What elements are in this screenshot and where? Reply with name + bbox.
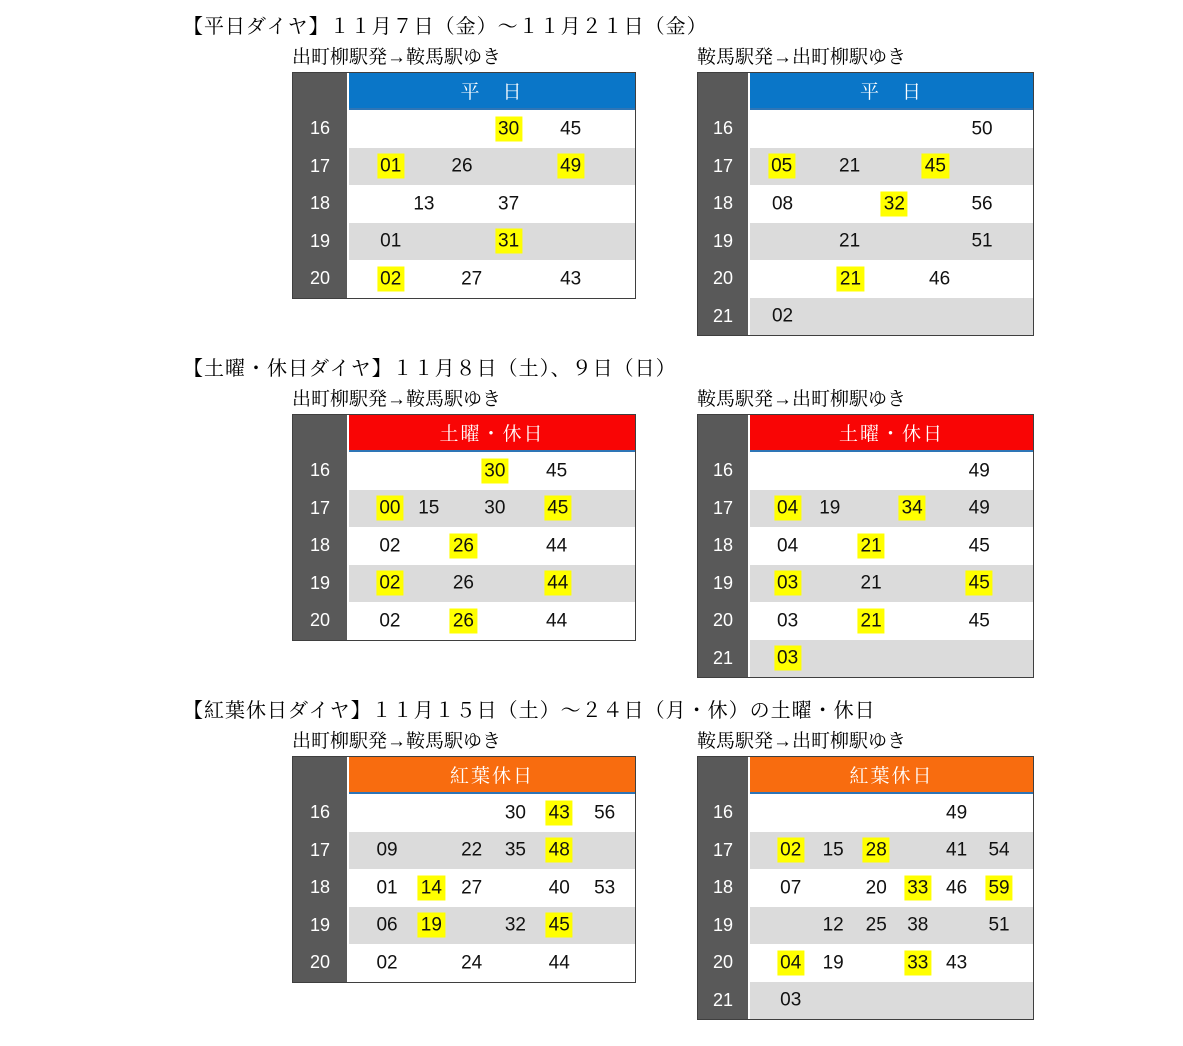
minute-value: 26 (452, 572, 474, 594)
minute-value-highlighted: 33 (904, 950, 931, 975)
minute-value: 53 (594, 877, 616, 899)
minute-value-highlighted: 00 (376, 496, 403, 521)
minute-value: 02 (376, 952, 398, 974)
hour-label: 21 (712, 647, 734, 668)
hour-label: 17 (712, 155, 734, 176)
timetable-saturday-inbound (697, 414, 1034, 678)
timetable-momiji-outbound (292, 756, 636, 983)
minute-value-highlighted: 02 (376, 571, 403, 596)
section-title: 【土曜・休日ダイヤ】１１月８日（土）、９日（日） (183, 358, 677, 380)
minute-value-highlighted: 14 (418, 875, 445, 900)
hour-column (698, 757, 750, 1019)
minute-value-highlighted: 19 (418, 913, 445, 938)
hour-label: 19 (712, 914, 734, 935)
table-subtitle: 鞍馬駅発→出町柳駅ゆき (697, 47, 907, 68)
minute-value: 43 (946, 952, 968, 974)
hour-label: 16 (712, 118, 734, 139)
hour-label: 18 (712, 535, 734, 556)
timetable-row (750, 223, 1033, 261)
minute-value: 30 (504, 802, 527, 824)
minute-value: 02 (379, 535, 401, 557)
hour-label: 17 (712, 497, 734, 518)
minute-value-highlighted: 49 (557, 154, 584, 179)
minute-value: 09 (376, 839, 398, 861)
hour-label: 16 (309, 118, 331, 139)
minute-value: 35 (504, 839, 527, 861)
hour-label: 19 (712, 572, 734, 593)
timetable-row (750, 907, 1033, 945)
minute-value: 46 (946, 877, 968, 899)
minute-value-highlighted: 59 (985, 875, 1012, 900)
minute-value-highlighted: 45 (966, 571, 993, 596)
timetable-row (349, 452, 635, 490)
hour-label: 18 (712, 877, 734, 898)
timetable-row (750, 944, 1033, 982)
minute-value-highlighted: 32 (881, 191, 908, 216)
timetable-row (750, 148, 1033, 186)
hour-column-header-spacer (698, 757, 748, 794)
minute-value: 25 (865, 914, 887, 936)
minute-value: 44 (546, 610, 568, 632)
minute-value: 21 (860, 572, 882, 594)
timetable-row (349, 869, 635, 907)
timetable-row (750, 640, 1033, 678)
minute-value: 45 (560, 118, 582, 140)
minute-value: 20 (865, 877, 887, 899)
minute-value-highlighted: 26 (450, 608, 477, 633)
day-type-header: 土曜・休日 (750, 415, 1033, 452)
section-weekday (0, 0, 1183, 336)
day-type-header: 土曜・休日 (349, 415, 635, 452)
minute-value-highlighted: 04 (777, 950, 804, 975)
outbound-column (292, 730, 636, 983)
hour-label: 19 (309, 230, 331, 251)
table-subtitle: 鞍馬駅発→出町柳駅ゆき (697, 389, 907, 410)
minute-value: 02 (379, 610, 401, 632)
hour-label: 16 (309, 802, 331, 823)
timetable-row (349, 602, 635, 640)
table-pair (292, 388, 1183, 678)
outbound-column (292, 388, 636, 641)
timetable-row (750, 832, 1033, 870)
minute-value: 37 (498, 193, 520, 215)
minute-value-highlighted: 44 (544, 571, 571, 596)
hour-label: 16 (712, 460, 734, 481)
hour-label: 18 (309, 535, 331, 556)
table-subtitle: 鞍馬駅発→出町柳駅ゆき (697, 731, 907, 752)
minutes-area (349, 757, 635, 982)
minute-value: 45 (968, 610, 990, 632)
minute-value-highlighted: 34 (899, 496, 926, 521)
minute-value-highlighted: 03 (774, 571, 801, 596)
section-saturday-holiday (0, 356, 1183, 678)
day-type-header: 紅葉休日 (750, 757, 1033, 794)
table-subtitle: 出町柳駅発→鞍馬駅ゆき (292, 47, 502, 68)
hour-label: 21 (712, 989, 734, 1010)
hour-label: 20 (309, 952, 331, 973)
minute-value: 54 (988, 839, 1010, 861)
minutes-area (750, 73, 1033, 335)
timetable-row (750, 527, 1033, 565)
hour-label: 18 (309, 877, 331, 898)
minutes-area (750, 415, 1033, 677)
minute-value-highlighted: 43 (546, 800, 573, 825)
section-momiji-holiday (0, 698, 1183, 1020)
minute-value: 07 (780, 877, 802, 899)
hour-column-header-spacer (293, 415, 347, 452)
hour-label: 17 (309, 839, 331, 860)
minute-value: 41 (946, 839, 968, 861)
minute-value: 56 (594, 802, 616, 824)
hour-label: 18 (309, 193, 331, 214)
hour-column-header-spacer (293, 73, 347, 110)
timetable-row (349, 185, 635, 223)
hour-label: 16 (712, 802, 734, 823)
minute-value-highlighted: 30 (495, 116, 522, 141)
minute-value: 19 (822, 952, 844, 974)
timetable-row (349, 832, 635, 870)
minute-value: 27 (461, 268, 483, 290)
timetable-row (349, 794, 635, 832)
minutes-area (750, 757, 1033, 1019)
minute-value: 15 (418, 497, 440, 519)
table-subtitle: 出町柳駅発→鞍馬駅ゆき (292, 731, 502, 752)
timetable-row (349, 527, 635, 565)
minute-value-highlighted: 48 (546, 838, 573, 863)
hour-label: 18 (712, 193, 734, 214)
hour-column (293, 73, 349, 298)
minute-value-highlighted: 31 (495, 229, 522, 254)
inbound-column (697, 730, 1034, 1020)
minute-value-highlighted: 03 (774, 646, 801, 671)
table-pair (292, 730, 1183, 1020)
timetable-row (750, 982, 1033, 1020)
minute-value: 06 (376, 914, 398, 936)
minute-value: 51 (988, 914, 1010, 936)
minute-value: 19 (819, 497, 841, 519)
day-type-header: 平 日 (349, 73, 635, 110)
minute-value-highlighted: 05 (768, 154, 795, 179)
hour-column (698, 415, 750, 677)
minute-value: 24 (461, 952, 483, 974)
minute-value: 03 (780, 989, 802, 1011)
minute-value-highlighted: 21 (858, 608, 885, 633)
timetable-row (349, 944, 635, 982)
minute-value: 49 (968, 460, 990, 482)
minute-value: 56 (971, 193, 993, 215)
minute-value: 02 (771, 305, 794, 327)
timetable-row (349, 223, 635, 261)
timetable-row (750, 298, 1033, 336)
minute-value: 40 (548, 877, 570, 899)
hour-column (293, 415, 349, 640)
timetable-row (750, 110, 1033, 148)
minute-value: 08 (771, 193, 794, 215)
minute-value: 49 (946, 802, 968, 824)
timetable-weekday-inbound (697, 72, 1034, 336)
minute-value-highlighted: 45 (922, 154, 949, 179)
timetable-row (349, 565, 635, 603)
section-title: 【平日ダイヤ】１１月７日（金）～１１月２１日（金） (183, 16, 708, 38)
minute-value-highlighted: 01 (377, 154, 404, 179)
minute-value-highlighted: 21 (858, 533, 885, 558)
timetable-row (750, 794, 1033, 832)
timetable-row (349, 260, 635, 298)
minute-value: 44 (546, 535, 568, 557)
minute-value: 44 (548, 952, 570, 974)
timetable-row (349, 148, 635, 186)
hour-column (293, 757, 349, 982)
hour-label: 17 (309, 155, 331, 176)
minute-value: 12 (822, 914, 844, 936)
timetable-momiji-inbound (697, 756, 1034, 1020)
minute-value: 43 (560, 268, 582, 290)
timetable-weekday-outbound (292, 72, 636, 299)
minute-value: 50 (971, 118, 993, 140)
minute-value: 01 (376, 877, 398, 899)
minute-value: 21 (839, 155, 861, 177)
minute-value: 45 (546, 460, 568, 482)
hour-column-header-spacer (698, 415, 748, 452)
minute-value: 26 (451, 155, 473, 177)
day-type-header: 平 日 (750, 73, 1033, 110)
day-type-header: 紅葉休日 (349, 757, 635, 794)
timetable-row (349, 490, 635, 528)
timetable-row (750, 565, 1033, 603)
table-subtitle: 出町柳駅発→鞍馬駅ゆき (292, 389, 502, 410)
minute-value: 32 (504, 914, 527, 936)
minute-value: 21 (839, 230, 861, 252)
minute-value: 27 (461, 877, 483, 899)
hour-label: 20 (712, 952, 734, 973)
timetable-row (750, 602, 1033, 640)
outbound-column (292, 46, 636, 299)
timetable-row (750, 869, 1033, 907)
minute-value-highlighted: 45 (546, 913, 573, 938)
hour-label: 19 (309, 572, 331, 593)
minute-value: 38 (907, 914, 929, 936)
hour-column-header-spacer (698, 73, 748, 110)
minute-value-highlighted: 02 (777, 838, 804, 863)
minute-value-highlighted: 28 (863, 838, 890, 863)
minute-value: 49 (968, 497, 990, 519)
minute-value: 45 (968, 535, 990, 557)
minute-value-highlighted: 33 (904, 875, 931, 900)
timetable-row (750, 490, 1033, 528)
hour-label: 19 (309, 914, 331, 935)
minute-value-highlighted: 02 (377, 266, 404, 291)
section-title: 【紅葉休日ダイヤ】１１月１５日（土）～２４日（月・休）の土曜・休日 (183, 700, 876, 722)
minute-value-highlighted: 26 (450, 533, 477, 558)
timetable-row (750, 452, 1033, 490)
hour-label: 20 (712, 610, 734, 631)
minute-value: 46 (929, 268, 951, 290)
hour-label: 16 (309, 460, 331, 481)
hour-label: 21 (712, 305, 734, 326)
hour-label: 19 (712, 230, 734, 251)
hour-label: 20 (309, 268, 331, 289)
minute-value: 03 (777, 610, 799, 632)
hour-column (698, 73, 750, 335)
minutes-area (349, 415, 635, 640)
hour-label: 20 (712, 268, 734, 289)
hour-label: 17 (712, 839, 734, 860)
minutes-area (349, 73, 635, 298)
hour-label: 17 (309, 497, 331, 518)
hour-column-header-spacer (293, 757, 347, 794)
inbound-column (697, 388, 1034, 678)
timetable-row (750, 260, 1033, 298)
minute-value-highlighted: 45 (544, 496, 571, 521)
table-pair (292, 46, 1183, 336)
timetable-row (349, 907, 635, 945)
minute-value: 01 (380, 230, 402, 252)
minute-value: 15 (822, 839, 844, 861)
minute-value-highlighted: 21 (837, 266, 864, 291)
minute-value-highlighted: 30 (481, 458, 508, 483)
timetable-row (349, 110, 635, 148)
minute-value: 22 (461, 839, 483, 861)
timetable-row (750, 185, 1033, 223)
timetable-saturday-outbound (292, 414, 636, 641)
minute-value: 13 (413, 193, 435, 215)
minute-value-highlighted: 04 (774, 496, 801, 521)
minute-value: 30 (484, 497, 506, 519)
inbound-column (697, 46, 1034, 336)
minute-value: 04 (777, 535, 799, 557)
minute-value: 51 (971, 230, 993, 252)
hour-label: 20 (309, 610, 331, 631)
